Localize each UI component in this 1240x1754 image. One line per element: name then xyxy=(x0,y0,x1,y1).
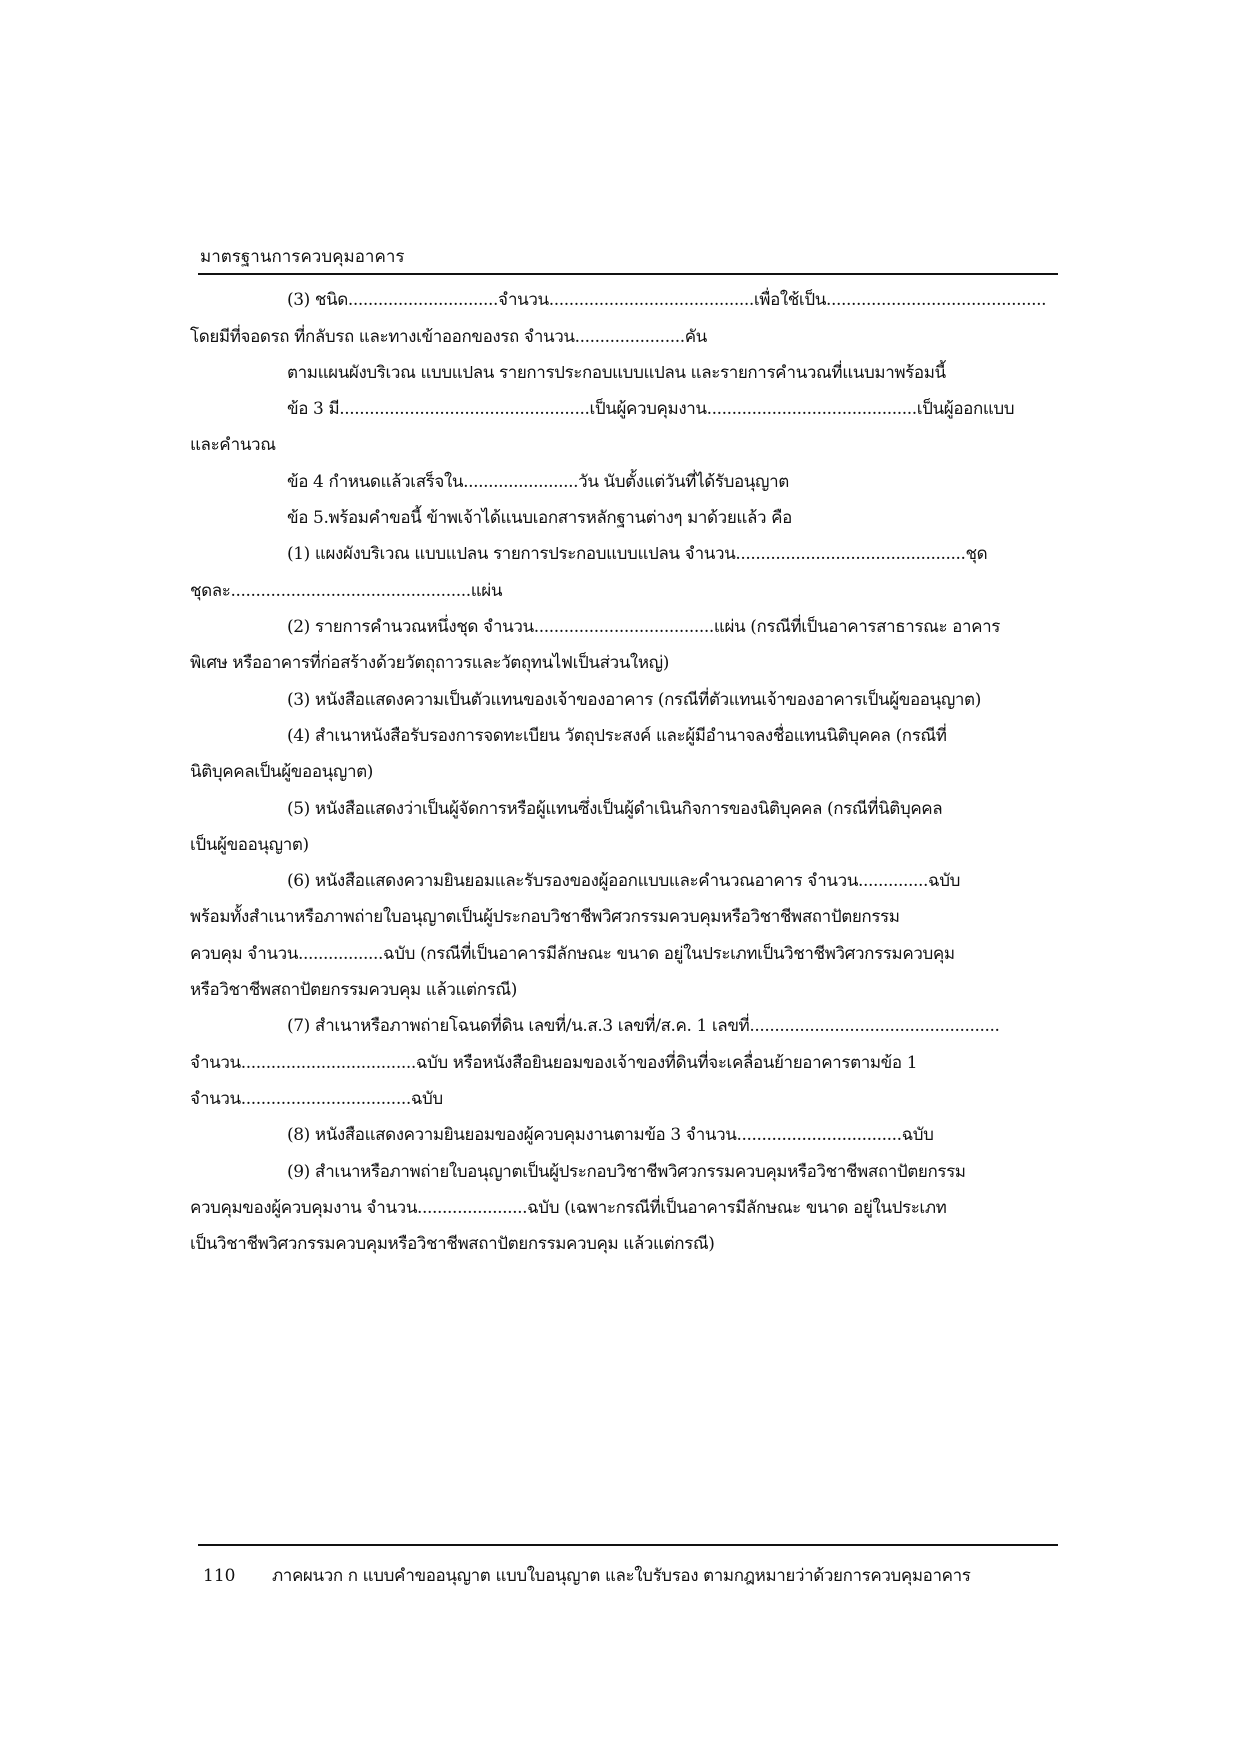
text-line: และคำนวณ xyxy=(190,435,276,455)
text-line: (3) ชนิด..............................จำนวน.........................................เพื่อใช้เป็น............................................ xyxy=(287,290,1047,310)
text-line: ควบคุมของผู้ควบคุมงาน จำนวน......................ฉบับ (เฉพาะกรณีที่เป็นอาคารมีลักษณะ ขนาด อยู่ในประเภท xyxy=(190,1198,947,1218)
footer-rule xyxy=(198,1544,1058,1546)
running-header-title: มาตรฐานการควบคุมอาคาร xyxy=(200,247,405,267)
text-line: (4) สำเนาหนังสือรับรองการจดทะเบียน วัตถุประสงค์ และผู้มีอำนาจลงชื่อแทนนิติบุคคล (กรณีที่ xyxy=(287,726,947,746)
text-line: ควบคุม จำนวน.................ฉบับ (กรณีที่เป็นอาคารมีลักษณะ ขนาด อยู่ในประเภทเป็นวิชาชีพวิศวกรรมควบคุม xyxy=(190,944,955,964)
text-line: ข้อ 5.พร้อมคำขอนี้ ข้าพเจ้าได้แนบเอกสารหลักฐานต่างๆ มาด้วยแล้ว คือ xyxy=(287,508,792,528)
text-line: (7) สำเนาหรือภาพถ่ายโฉนดที่ดิน เลขที่/น.ส.3 เลขที่/ส.ค. 1 เลขที่.................................................. xyxy=(287,1016,1000,1036)
text-line: นิติบุคคลเป็นผู้ขออนุญาต) xyxy=(190,762,373,782)
text-line: ข้อ 3 มี..................................................เป็นผู้ควบคุมงาน..........................................เป็นผู้ออกแบบ xyxy=(287,399,1015,419)
text-line: (6) หนังสือแสดงความยินยอมและรับรองของผู้ออกแบบและคำนวณอาคาร จำนวน..............ฉบับ xyxy=(287,871,960,891)
text-line: (5) หนังสือแสดงว่าเป็นผู้จัดการหรือผู้แทนซึ่งเป็นผู้ดำเนินกิจการของนิติบุคคล (กรณีที่นิติบุคคล xyxy=(287,799,943,819)
text-line: เป็นวิชาชีพวิศวกรรมควบคุมหรือวิชาชีพสถาปัตยกรรมควบคุม แล้วแต่กรณี) xyxy=(190,1234,715,1254)
text-line: ตามแผนผังบริเวณ แบบแปลน รายการประกอบแบบแปลน และรายการคำนวณที่แนบมาพร้อมนี้ xyxy=(287,363,946,383)
text-line: โดยมีที่จอดรถ ที่กลับรถ และทางเข้าออกของรถ จำนวน......................คัน xyxy=(190,327,707,347)
text-line: ข้อ 4 กำหนดแล้วเสร็จใน.......................วัน นับตั้งแต่วันที่ได้รับอนุญาต xyxy=(287,472,789,492)
text-line: จำนวน..................................ฉบับ xyxy=(190,1089,443,1109)
text-line: ชุดละ................................................แผ่น xyxy=(190,581,503,601)
running-footer-caption: ภาคผนวก ก แบบคำขออนุญาต แบบใบอนุญาต และใบรับรอง ตามกฎหมายว่าด้วยการควบคุมอาคาร xyxy=(272,1566,971,1586)
text-line: (3) หนังสือแสดงความเป็นตัวแทนของเจ้าของอาคาร (กรณีที่ตัวแทนเจ้าของอาคารเป็นผู้ขออนุญาต) xyxy=(287,690,981,710)
text-line: (1) แผงผังบริเวณ แบบแปลน รายการประกอบแบบแปลน จำนวน..............................................ชุด xyxy=(287,544,988,564)
text-line: เป็นผู้ขออนุญาต) xyxy=(190,835,309,855)
text-line: (2) รายการคำนวณหนึ่งชุด จำนวน....................................แผ่น (กรณีที่เป็นอาคารสาธารณะ อาคาร xyxy=(287,617,1000,637)
page-number: 110 xyxy=(203,1566,236,1586)
text-line: (9) สำเนาหรือภาพถ่ายใบอนุญาตเป็นผู้ประกอบวิชาชีพวิศวกรรมควบคุมหรือวิชาชีพสถาปัตยกรรม xyxy=(287,1162,966,1182)
text-line: (8) หนังสือแสดงความยินยอมของผู้ควบคุมงานตามข้อ 3 จำนวน.................................ฉบับ xyxy=(287,1125,934,1145)
text-line: จำนวน...................................ฉบับ หรือหนังสือยินยอมของเจ้าของที่ดินที่จะเคลื่อนย้ายอาคารตามข้อ 1 xyxy=(190,1053,918,1073)
text-line: พร้อมทั้งสำเนาหรือภาพถ่ายใบอนุญาตเป็นผู้ประกอบวิชาชีพวิศวกรรมควบคุมหรือวิชาชีพสถาปัตยกรรม xyxy=(190,907,900,927)
text-line: พิเศษ หรืออาคารที่ก่อสร้างด้วยวัตถุถาวรและวัตถุทนไฟเป็นส่วนใหญ่) xyxy=(190,653,669,673)
text-line: หรือวิชาชีพสถาปัตยกรรมควบคุม แล้วแต่กรณี) xyxy=(190,980,517,1000)
